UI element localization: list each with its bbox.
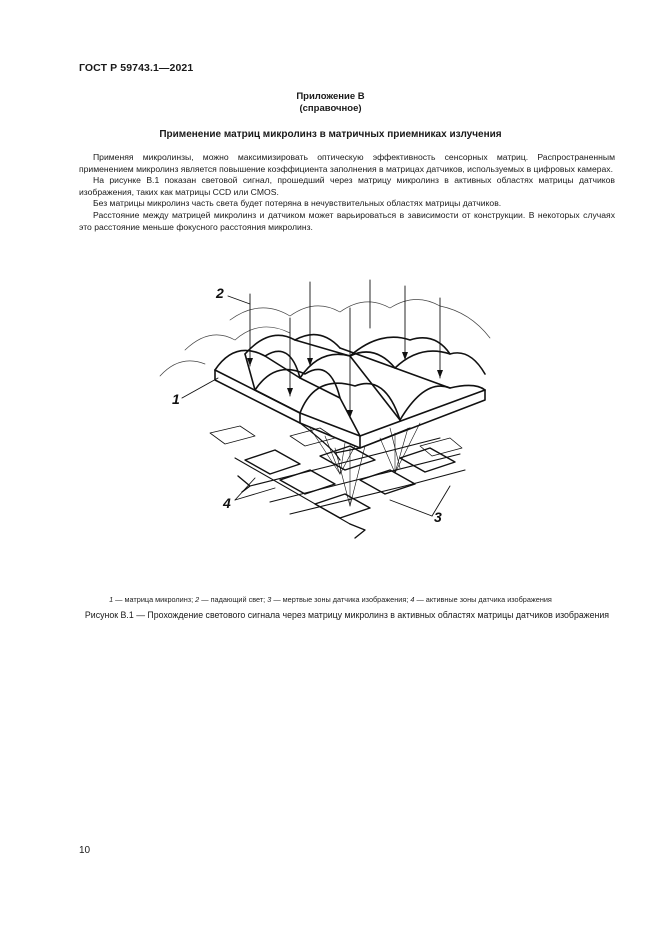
section-title: Применение матриц микролинз в матричных приемниках излучения — [159, 129, 502, 140]
legend-num-4: 4 — [410, 595, 415, 604]
figure-legend — [0, 595, 661, 604]
microlens-figure — [150, 278, 510, 558]
paragraph: Расстояние между матрицей микролинз и датчиком может варьироваться в зависимости от конструкции. В некоторых случаях это расстояние меньше фокусного расстояния микролинз. — [79, 209, 615, 232]
legend-num-1: 1 — [109, 595, 114, 604]
label-3: 3 — [434, 509, 442, 525]
label-2: 2 — [216, 285, 224, 301]
body-text — [79, 152, 615, 233]
document-code: ГОСТ Р 59743.1—2021 — [79, 62, 194, 74]
annex-heading — [0, 91, 661, 115]
focused-rays — [310, 423, 420, 506]
label-4: 4 — [223, 495, 231, 511]
legend-text-1: — матрица микролинз; — [113, 595, 196, 604]
legend-text-2: — падающий свет; — [199, 595, 268, 604]
paragraph: На рисунке В.1 показан световой сигнал, прошедший через матрицу микролинз в активных областях матрицы датчиков изображения, таких как матрицы CCD или CMOS. — [79, 175, 615, 197]
annex-title: Приложение В — [296, 91, 365, 102]
paragraph: Применяя микролинзы, можно максимизировать оптическую эффективность сенсорных матриц. Распространенным применением микролинз является повышение коэффициента заполнения в матрицах датчиков, используемых в цифровых камерах. — [79, 152, 615, 174]
legend-text-3: — мертвые зоны датчика изображения; — [271, 595, 411, 604]
annex-subtitle: (справочное) — [299, 103, 362, 114]
legend-text-4: — активные зоны датчика изображения — [414, 595, 552, 604]
legend-num-3: 3 — [267, 595, 272, 604]
figure-caption: Рисунок В.1 — Прохождение светового сигнала через матрицу микролинз в активных областях матрицы датчиков изображения — [84, 610, 610, 620]
page-number: 10 — [79, 845, 91, 856]
label-1: 1 — [172, 391, 180, 407]
paragraph: Без матрицы микролинз часть света будет потеряна в нечувствительных областях матрицы датчиков. — [93, 198, 502, 209]
sensor-grid — [210, 426, 465, 538]
legend-num-2: 2 — [195, 595, 200, 604]
microlens-diagram — [150, 278, 510, 558]
